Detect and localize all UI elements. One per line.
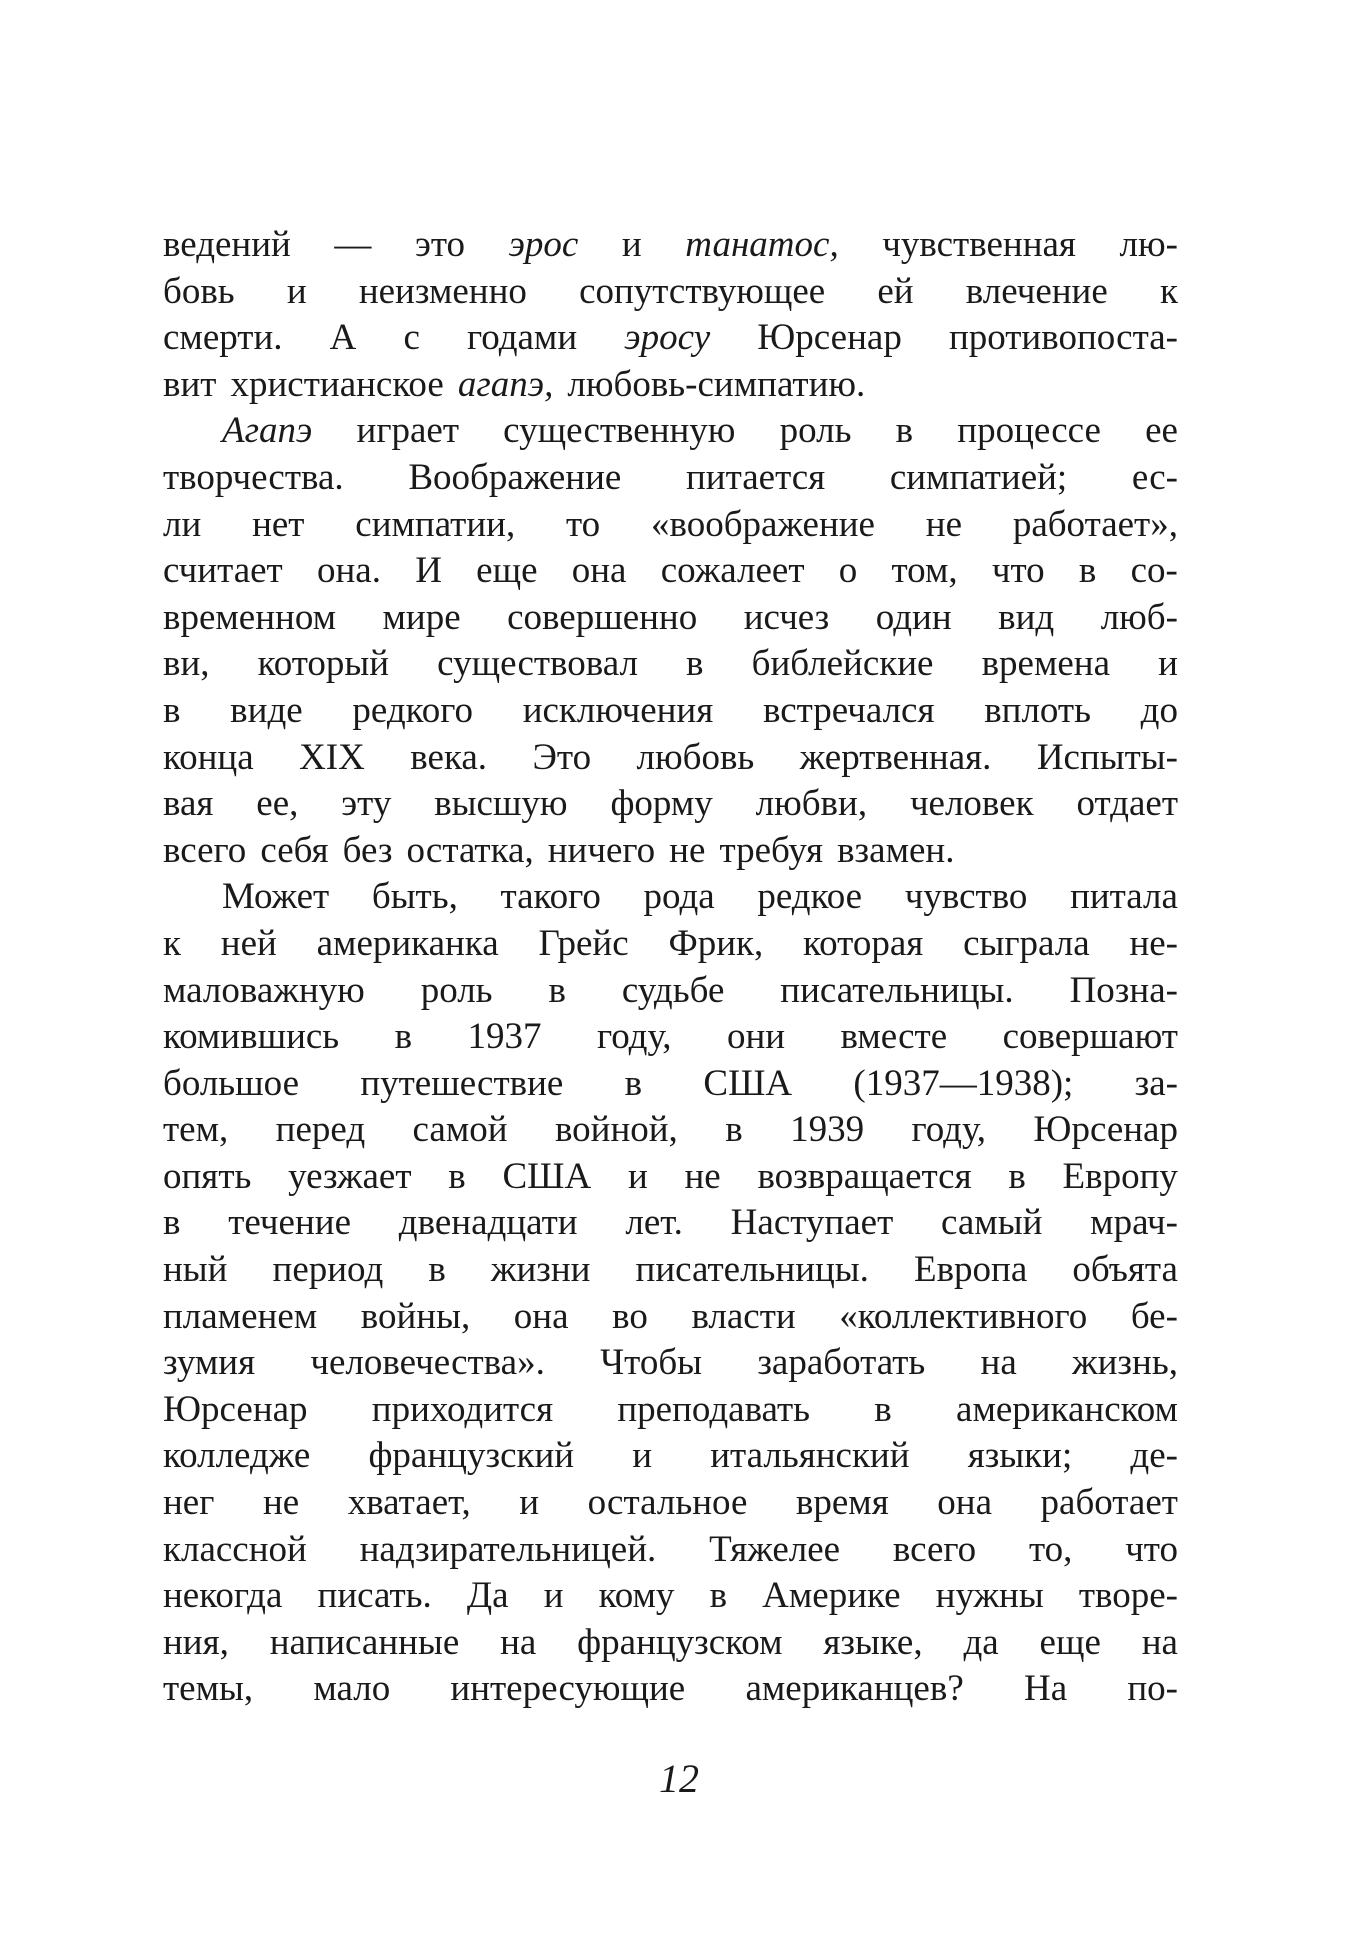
word: А <box>329 317 357 359</box>
word: совершают <box>1002 1016 1178 1058</box>
word: в <box>874 1388 892 1430</box>
word: Европа <box>913 1249 1028 1291</box>
word: США <box>502 1155 592 1197</box>
word: приходится <box>371 1388 554 1430</box>
word: ничего <box>547 829 656 871</box>
word: нет <box>252 503 305 545</box>
word: и <box>621 224 642 265</box>
word: Позна- <box>1069 969 1178 1011</box>
word: роль <box>420 969 493 1011</box>
word: со- <box>1130 550 1178 592</box>
word: сожалеет <box>660 550 805 592</box>
word: ее <box>1145 410 1178 452</box>
word: совершенно <box>507 596 698 638</box>
word: противопоста- <box>948 317 1178 359</box>
word: отдает <box>1076 783 1178 825</box>
word: себя <box>260 829 329 871</box>
italic-term: Агапэ <box>222 410 313 452</box>
italic-term: эросу <box>624 317 711 359</box>
word: пламенем <box>163 1295 318 1337</box>
word: И <box>415 550 442 592</box>
word: «коллективного <box>839 1295 1088 1337</box>
word: Воображение <box>408 456 622 498</box>
text-line <box>163 1247 1178 1294</box>
word: классной <box>163 1528 307 1570</box>
word: она. <box>316 550 381 592</box>
word: такого <box>500 876 601 918</box>
word: Тяжелее <box>709 1528 841 1570</box>
word: да <box>963 1621 999 1663</box>
word: писательницы. <box>780 969 1014 1011</box>
word: в <box>163 1202 181 1244</box>
word: в <box>448 1155 466 1197</box>
word: французский <box>368 1435 575 1477</box>
word: американском <box>956 1388 1178 1430</box>
word: году, <box>911 1109 987 1151</box>
word: языке, <box>823 1621 923 1663</box>
word: требуя <box>719 829 824 871</box>
word: итальянский <box>710 1435 910 1477</box>
word: нег <box>163 1482 215 1524</box>
word: вплоть <box>984 689 1091 731</box>
word: считает <box>163 550 283 592</box>
word: рода <box>643 876 715 918</box>
word: ей <box>877 270 914 312</box>
word: США <box>703 1062 793 1104</box>
word: века. <box>410 736 488 778</box>
word: Чтобы <box>600 1342 703 1384</box>
word: и <box>543 1575 564 1617</box>
text-line <box>163 1061 1178 1108</box>
word: власти <box>691 1295 796 1337</box>
text-line <box>163 1340 1178 1387</box>
word: не <box>925 503 963 545</box>
text-line <box>163 688 1178 735</box>
body-text <box>163 222 1178 1713</box>
word: том, <box>891 550 958 592</box>
word: объята <box>1072 1249 1178 1291</box>
word: любви, <box>755 783 868 825</box>
word: нужны <box>935 1575 1044 1617</box>
text-line <box>163 1154 1178 1201</box>
text-line <box>163 1527 1178 1574</box>
word: самый <box>941 1202 1043 1244</box>
word: чувственная <box>882 224 1076 265</box>
word: «воображение <box>650 503 875 545</box>
word: Может <box>222 876 330 918</box>
word: неизменно <box>358 270 527 312</box>
word: языки; <box>967 1435 1073 1477</box>
word: в <box>1078 550 1097 592</box>
word: форму <box>610 783 713 825</box>
word: в <box>895 410 914 452</box>
word: Юрсенар <box>163 1388 308 1430</box>
word: остатка, <box>406 829 534 871</box>
word: опять <box>163 1155 252 1197</box>
text-line <box>163 1294 1178 1341</box>
text-line <box>163 735 1178 782</box>
word: человечества». <box>310 1342 545 1384</box>
word: который <box>257 643 390 685</box>
word: процессе <box>957 410 1101 452</box>
word: жизнь, <box>1072 1342 1178 1384</box>
word: сыграла <box>963 922 1090 964</box>
word: писательницы. <box>635 1249 869 1291</box>
word: эту <box>341 783 392 825</box>
text-line <box>163 1387 1178 1434</box>
word: комившись <box>163 1016 340 1058</box>
word: вид <box>998 596 1055 638</box>
word: редкое <box>757 876 863 918</box>
word: за- <box>1134 1062 1178 1104</box>
word: жертвенная. <box>799 736 992 778</box>
italic-term: танатос, <box>685 224 839 265</box>
text-line <box>163 828 1178 875</box>
word: писать. <box>317 1575 432 1617</box>
word: всего <box>163 829 247 871</box>
word: исключения <box>522 689 714 731</box>
word: взамен. <box>837 829 955 871</box>
word: всего <box>892 1528 977 1570</box>
word: в <box>725 1109 743 1151</box>
text-line <box>163 269 1178 316</box>
word: не <box>684 1155 721 1197</box>
word: чувство <box>904 876 1028 918</box>
text-line <box>163 548 1178 595</box>
word: американцев? <box>745 1668 964 1710</box>
word: Наступает <box>730 1202 894 1244</box>
word: период <box>272 1249 384 1291</box>
word: и <box>632 1435 653 1477</box>
text-line <box>163 1620 1178 1667</box>
word: Европу <box>1062 1155 1178 1197</box>
word: вая <box>163 783 214 825</box>
word: вит <box>163 363 217 405</box>
word: люб- <box>1100 596 1178 638</box>
word: уезжает <box>288 1155 412 1197</box>
text-line <box>163 222 1178 269</box>
word: жизни <box>490 1249 591 1291</box>
word: некогда <box>163 1575 283 1617</box>
word: исчез <box>743 596 830 638</box>
word: работает <box>1040 1482 1178 1524</box>
word: остальное <box>587 1482 748 1524</box>
word: играет <box>356 410 460 452</box>
word: 1937 <box>467 1016 542 1058</box>
word: без <box>342 829 393 871</box>
word: хватает, <box>347 1482 471 1524</box>
word: ный <box>163 1249 228 1291</box>
word: возвращается <box>757 1155 972 1197</box>
word: которая <box>803 922 924 964</box>
word: ней <box>220 922 277 964</box>
word: во <box>612 1295 648 1337</box>
word: что <box>1125 1528 1178 1570</box>
word: еще <box>476 550 538 592</box>
text-line <box>163 968 1178 1015</box>
word: не <box>262 1482 300 1524</box>
word: французском <box>577 1621 783 1663</box>
word: бе- <box>1130 1295 1178 1337</box>
word: темы, <box>163 1668 254 1710</box>
word: в <box>428 1249 446 1291</box>
word: они <box>726 1016 786 1058</box>
word: виде <box>230 689 303 731</box>
text-line <box>163 362 1178 409</box>
word: творе- <box>1078 1575 1178 1617</box>
word: в <box>709 1575 728 1617</box>
word: годами <box>467 317 578 359</box>
word: встречался <box>762 689 935 731</box>
word: симпатией; <box>889 456 1068 498</box>
word: питается <box>686 456 826 498</box>
word: на <box>500 1621 537 1663</box>
word: не- <box>1129 922 1178 964</box>
word: сопутствующее <box>579 270 826 312</box>
word: (1937—1938); <box>853 1062 1074 1104</box>
word: редкого <box>352 689 474 731</box>
word: бовь <box>163 270 235 312</box>
word: XIX <box>299 736 365 778</box>
word: перед <box>275 1109 366 1151</box>
word: — <box>334 224 372 265</box>
word: библейские <box>751 643 934 685</box>
word: Юрсенар <box>757 317 902 359</box>
text-line <box>163 408 1178 455</box>
word: работает», <box>1012 503 1178 545</box>
word: Юрсенар <box>1033 1109 1178 1151</box>
word: существовал <box>437 643 638 685</box>
word: мрач- <box>1090 1202 1178 1244</box>
word: смерти. <box>163 317 283 359</box>
word: она <box>937 1482 992 1524</box>
word: ви, <box>163 643 210 685</box>
word: христианское <box>230 363 444 405</box>
word: кому <box>598 1575 675 1617</box>
word: человек <box>909 783 1034 825</box>
word: маловажную <box>163 969 365 1011</box>
word: это <box>414 224 466 265</box>
word: с <box>403 317 420 359</box>
word: зумия <box>163 1342 256 1384</box>
text-line <box>163 1107 1178 1154</box>
word: лю- <box>1119 224 1178 265</box>
word: быть, <box>371 876 458 918</box>
italic-term: агапэ, <box>457 363 554 405</box>
word: мире <box>382 596 461 638</box>
word: творчества. <box>163 456 344 498</box>
word: в <box>548 969 566 1011</box>
word: течение <box>228 1202 351 1244</box>
word: существенную <box>503 410 736 452</box>
word: временном <box>163 596 337 638</box>
word: она <box>571 550 627 592</box>
word: она <box>513 1295 569 1337</box>
text-line <box>163 921 1178 968</box>
word: и <box>1158 643 1178 685</box>
word: любовь-симпатию. <box>567 363 866 405</box>
word: мало <box>313 1668 391 1710</box>
word: Америке <box>762 1575 901 1617</box>
word: написанные <box>269 1621 460 1663</box>
text-line <box>163 874 1178 921</box>
word: большое <box>163 1062 300 1104</box>
word: Испыты- <box>1036 736 1178 778</box>
text-line <box>163 315 1178 362</box>
word: тем, <box>163 1109 229 1151</box>
word: к <box>1159 270 1178 312</box>
text-line <box>163 595 1178 642</box>
word: в <box>686 643 704 685</box>
word: в <box>624 1062 643 1104</box>
word: время <box>795 1482 889 1524</box>
word: питала <box>1070 876 1178 918</box>
word: и <box>286 270 307 312</box>
word: путешествие <box>360 1062 564 1104</box>
word: Это <box>532 736 592 778</box>
word: ведений <box>163 224 291 265</box>
text-line <box>163 641 1178 688</box>
word: Грейс <box>538 922 629 964</box>
word: интересующие <box>450 1668 686 1710</box>
word: колледже <box>163 1435 311 1477</box>
word: на <box>980 1342 1017 1384</box>
text-line <box>163 781 1178 828</box>
word: преподавать <box>617 1388 811 1430</box>
word: в <box>1008 1155 1026 1197</box>
text-line <box>163 1200 1178 1247</box>
word: один <box>875 596 952 638</box>
word: и <box>627 1155 648 1197</box>
word: о <box>838 550 858 592</box>
word: ли <box>163 503 202 545</box>
word: судьбе <box>621 969 725 1011</box>
text-line <box>163 1573 1178 1620</box>
word: Да <box>466 1575 509 1617</box>
word: высшую <box>434 783 568 825</box>
word: в <box>163 689 181 731</box>
word: роль <box>779 410 852 452</box>
word: то <box>566 503 601 545</box>
word: 1939 <box>790 1109 865 1151</box>
word: году, <box>596 1016 672 1058</box>
word: к <box>163 922 181 964</box>
word: На <box>1023 1668 1068 1710</box>
word: в <box>394 1016 413 1058</box>
word: еще <box>1039 1621 1101 1663</box>
word: американка <box>316 922 499 964</box>
word: войны, <box>360 1295 471 1337</box>
word: до <box>1140 689 1178 731</box>
word: заработать <box>757 1342 926 1384</box>
word: любовь <box>636 736 755 778</box>
word: де- <box>1130 1435 1178 1477</box>
text-line <box>163 1666 1178 1713</box>
word: времена <box>981 643 1111 685</box>
word: влечение <box>965 270 1108 312</box>
word: конца <box>163 736 254 778</box>
text-line <box>163 455 1178 502</box>
word: и <box>519 1482 540 1524</box>
page-number: 12 <box>659 1756 699 1801</box>
word: лет. <box>625 1202 683 1244</box>
text-line <box>163 502 1178 549</box>
word: надзирательницей. <box>359 1528 657 1570</box>
text-line <box>163 1480 1178 1527</box>
italic-term: эрос <box>508 224 579 265</box>
word: войной, <box>554 1109 678 1151</box>
word: двенадцати <box>398 1202 578 1244</box>
word: ес- <box>1131 456 1178 498</box>
word: симпатии, <box>355 503 516 545</box>
word: ния, <box>163 1621 229 1663</box>
word: не <box>669 829 706 871</box>
word: вместе <box>840 1016 948 1058</box>
word: на <box>1141 1621 1178 1663</box>
word: ее, <box>256 783 299 825</box>
word: Фрик, <box>668 922 764 964</box>
text-line <box>163 1433 1178 1480</box>
word: то, <box>1028 1528 1073 1570</box>
word: самой <box>412 1109 508 1151</box>
word: что <box>991 550 1045 592</box>
text-line <box>163 1014 1178 1061</box>
word: по- <box>1127 1668 1178 1710</box>
